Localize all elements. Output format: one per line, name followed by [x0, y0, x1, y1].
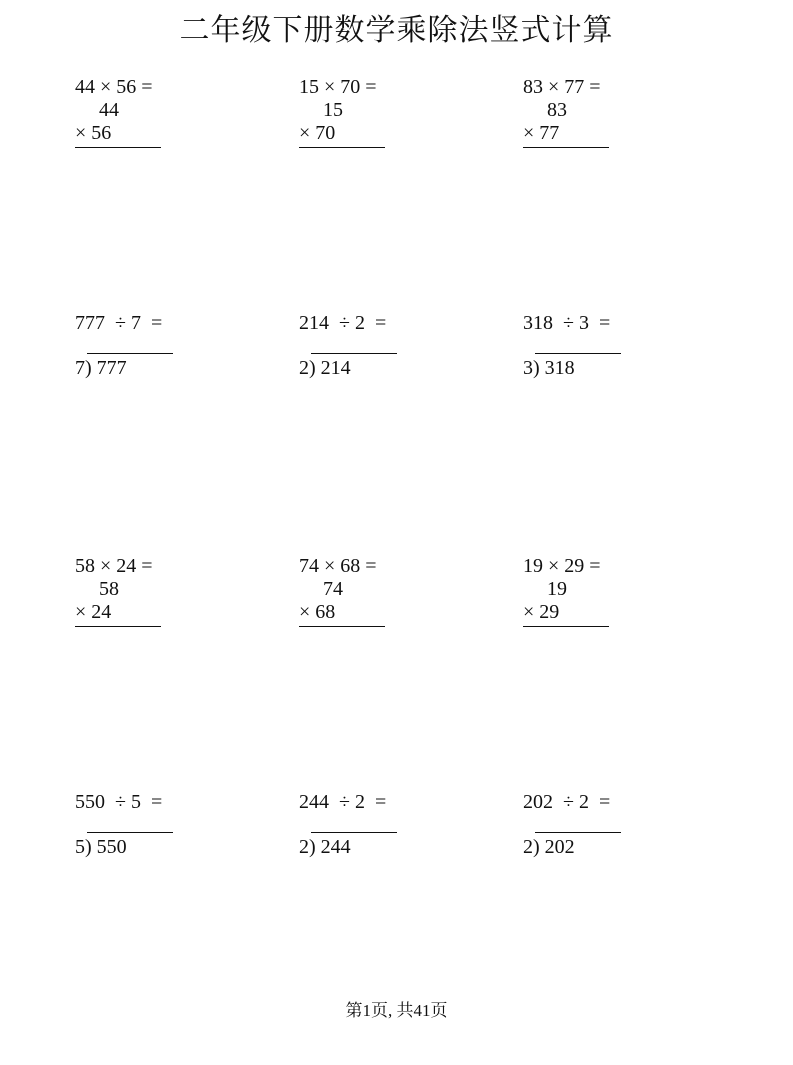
quotient-line [311, 832, 397, 833]
problem-expression: 74 × 68 = [299, 555, 377, 577]
problem-expression: 550 ÷ 5 = [75, 791, 163, 813]
multiplication-problem [75, 75, 285, 185]
answer-line [75, 147, 161, 148]
quotient-line [87, 832, 173, 833]
problem-expression: 44 × 56 = [75, 76, 153, 98]
long-division-bracket: 2) 202 [523, 836, 575, 858]
quotient-line [535, 832, 621, 833]
quotient-line [535, 353, 621, 354]
vertical-top-number: 74 [323, 578, 343, 600]
vertical-multiplier: × 24 [75, 601, 112, 623]
problem-expression: 777 ÷ 7 = [75, 312, 163, 334]
quotient-line [311, 353, 397, 354]
division-problem [299, 311, 509, 421]
vertical-top-number: 83 [547, 99, 567, 121]
long-division-bracket: 3) 318 [523, 357, 575, 379]
vertical-multiplier: × 68 [299, 601, 336, 623]
long-division-bracket: 2) 214 [299, 357, 351, 379]
vertical-top-number: 19 [547, 578, 567, 600]
vertical-multiplier: × 29 [523, 601, 560, 623]
answer-line [299, 626, 385, 627]
multiplication-problem [523, 554, 733, 664]
multiplication-problem [75, 554, 285, 664]
division-problem [75, 790, 285, 900]
multiplication-problem [523, 75, 733, 185]
problem-expression: 83 × 77 = [523, 76, 601, 98]
problem-expression: 318 ÷ 3 = [523, 312, 611, 334]
long-division-bracket: 7) 777 [75, 357, 127, 379]
page-number-footer: 第1页, 共41页 [345, 1001, 448, 1020]
vertical-multiplier: × 77 [523, 122, 560, 144]
answer-line [299, 147, 385, 148]
quotient-line [87, 353, 173, 354]
problem-expression: 244 ÷ 2 = [299, 791, 387, 813]
answer-line [75, 626, 161, 627]
problem-expression: 15 × 70 = [299, 76, 377, 98]
vertical-multiplier: × 56 [75, 122, 112, 144]
problem-expression: 202 ÷ 2 = [523, 791, 611, 813]
division-problem [299, 790, 509, 900]
division-problem [523, 311, 733, 421]
long-division-bracket: 5) 550 [75, 836, 127, 858]
multiplication-problem [299, 554, 509, 664]
long-division-bracket: 2) 244 [299, 836, 351, 858]
problem-expression: 19 × 29 = [523, 555, 601, 577]
division-problem [75, 311, 285, 421]
vertical-top-number: 15 [323, 99, 343, 121]
problem-expression: 58 × 24 = [75, 555, 153, 577]
problem-expression: 214 ÷ 2 = [299, 312, 387, 334]
page-title: 二年级下册数学乘除法竖式计算 [179, 13, 614, 48]
vertical-top-number: 44 [99, 99, 119, 121]
multiplication-problem [299, 75, 509, 185]
vertical-multiplier: × 70 [299, 122, 336, 144]
vertical-top-number: 58 [99, 578, 119, 600]
division-problem [523, 790, 733, 900]
answer-line [523, 626, 609, 627]
answer-line [523, 147, 609, 148]
